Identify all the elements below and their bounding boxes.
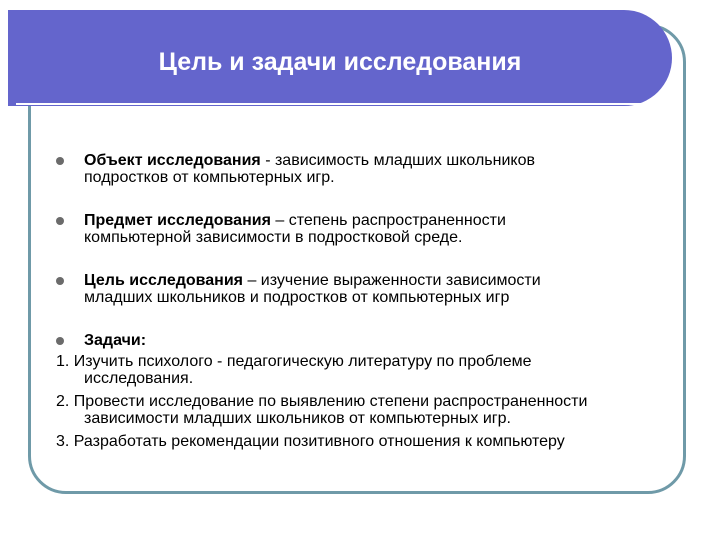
- bullet-icon: [56, 337, 64, 345]
- goal-item: [56, 272, 666, 306]
- goal-line2: младших школьников и подростков от компьютерных игр: [84, 289, 510, 306]
- object-sep: -: [260, 152, 275, 169]
- subject-term: Предмет исследования: [84, 212, 271, 229]
- object-term: Объект исследования: [84, 152, 261, 169]
- subject-line1: степень распространенности: [288, 212, 506, 229]
- object-item: [56, 152, 666, 186]
- bullet-icon: [56, 157, 64, 165]
- task-2-line2: зависимости младших школьников от компьютерных игр.: [84, 410, 511, 427]
- task-2-line1: 2. Провести исследование по выявлению степени распространенности: [56, 393, 588, 410]
- goal-term: Цель исследования: [84, 272, 243, 289]
- subject-item: [56, 212, 666, 246]
- task-1-line2: исследования.: [84, 370, 194, 387]
- bullet-icon: [56, 217, 64, 225]
- object-line2: подростков от компьютерных игр.: [84, 169, 335, 186]
- task-3-line1: 3. Разработать рекомендации позитивного отношения к компьютеру: [56, 433, 565, 450]
- goal-line1: изучение выраженности зависимости: [260, 272, 541, 289]
- subject-line2: компьютерной зависимости в подростковой среде.: [84, 229, 463, 246]
- tasks-heading: Задачи:: [84, 332, 147, 349]
- slide-title: Цель и задачи исследования: [158, 48, 522, 76]
- tasks-heading-item: [56, 332, 666, 349]
- subject-sep: –: [270, 212, 289, 229]
- goal-sep: –: [243, 272, 261, 289]
- task-1-line1: 1. Изучить психолого - педагогическую литературу по проблеме: [56, 353, 532, 370]
- bullet-icon: [56, 277, 64, 285]
- object-line1: зависимость младших школьников: [274, 152, 535, 169]
